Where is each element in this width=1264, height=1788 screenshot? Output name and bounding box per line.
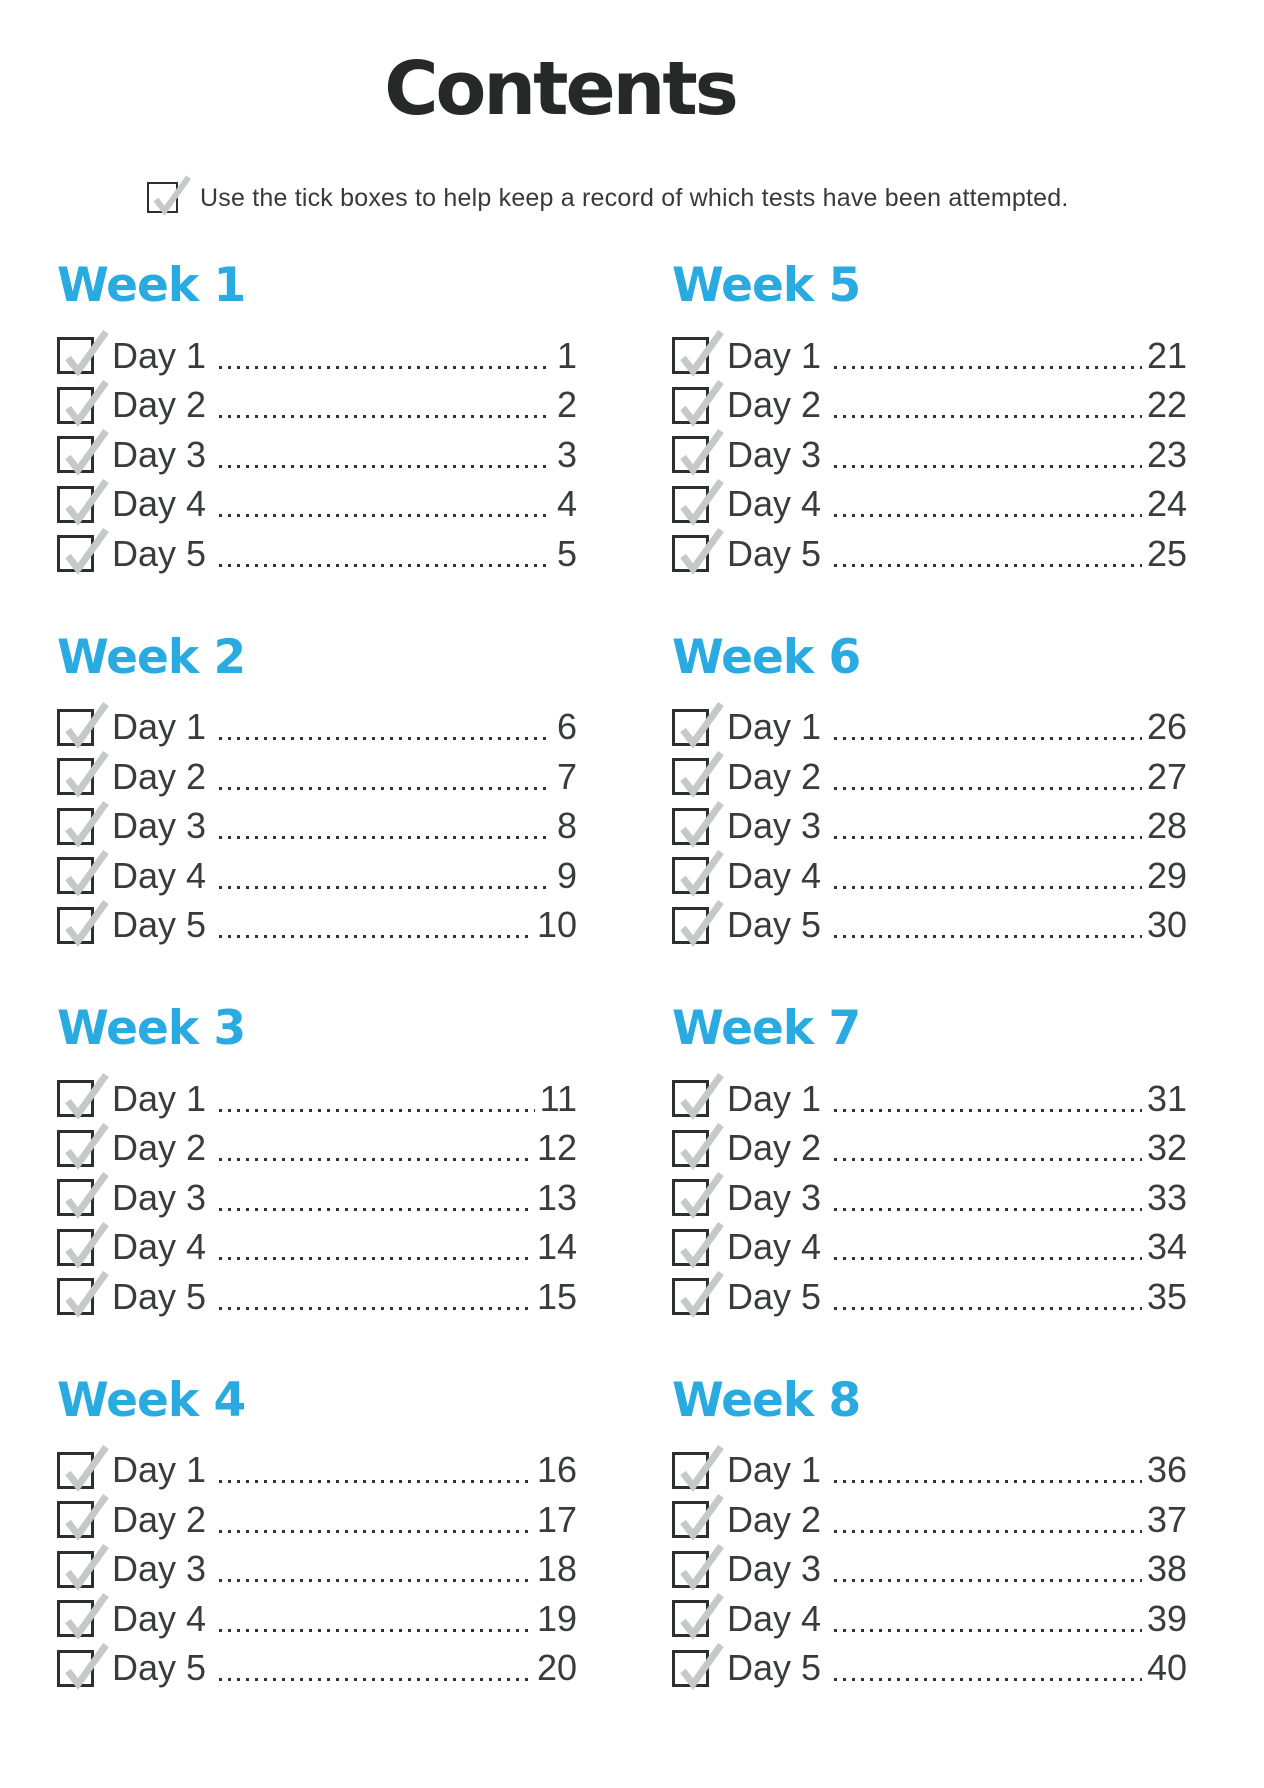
tick-icon — [61, 1118, 110, 1170]
page-number: 12 — [536, 1127, 577, 1169]
day-label: Day 2 — [112, 1127, 207, 1169]
day-row — [57, 1495, 577, 1545]
day-label: Day 3 — [112, 1176, 207, 1218]
day-list — [57, 703, 577, 951]
tick-icon — [676, 845, 725, 897]
week-section — [672, 258, 1187, 579]
dotted-leader — [219, 514, 552, 517]
dotted-leader — [219, 1678, 532, 1681]
day-list — [672, 331, 1187, 579]
dotted-leader — [219, 836, 552, 839]
page-number: 20 — [536, 1647, 577, 1689]
tick-icon — [61, 1539, 110, 1591]
dotted-leader — [219, 1530, 532, 1533]
dotted-leader — [219, 787, 552, 790]
tick-icon — [61, 1167, 110, 1219]
page-number: 32 — [1146, 1127, 1187, 1169]
page-number: 1 — [556, 334, 577, 376]
tick-icon — [676, 1588, 725, 1640]
week-section — [57, 629, 577, 951]
day-label: Day 1 — [112, 1077, 207, 1119]
day-label: Day 5 — [727, 1647, 822, 1689]
page-number: 14 — [536, 1226, 577, 1268]
page-number: 9 — [556, 854, 577, 896]
page-number: 25 — [1146, 532, 1187, 574]
dotted-leader — [834, 935, 1142, 938]
dotted-leader — [834, 1158, 1142, 1161]
day-checkbox[interactable] — [57, 907, 94, 944]
tick-icon — [61, 895, 110, 947]
day-label: Day 4 — [727, 854, 822, 896]
day-label: Day 4 — [112, 483, 207, 525]
day-label: Day 1 — [727, 334, 822, 376]
day-row — [672, 1495, 1187, 1545]
day-label: Day 2 — [727, 755, 822, 797]
day-row — [672, 1446, 1187, 1496]
dotted-leader — [834, 1530, 1142, 1533]
dotted-leader — [219, 935, 532, 938]
dotted-leader — [219, 1158, 532, 1161]
day-row — [57, 430, 577, 480]
day-list — [57, 1074, 577, 1322]
day-label: Day 5 — [727, 1275, 822, 1317]
tick-icon — [61, 697, 110, 749]
day-label: Day 3 — [727, 1176, 822, 1218]
tick-icon — [676, 796, 725, 848]
day-row — [57, 901, 577, 951]
day-label: Day 2 — [727, 1498, 822, 1540]
day-row — [672, 1644, 1187, 1694]
day-checkbox[interactable] — [672, 1080, 709, 1117]
dotted-leader — [219, 886, 552, 889]
day-row — [672, 1223, 1187, 1273]
day-checkbox[interactable] — [57, 535, 94, 572]
day-label: Day 1 — [727, 1077, 822, 1119]
day-row — [672, 1545, 1187, 1595]
tick-icon — [61, 1217, 110, 1269]
dotted-leader — [219, 1257, 532, 1260]
page-number: 8 — [556, 805, 577, 847]
dotted-leader — [219, 564, 552, 567]
tick-icon — [676, 1068, 725, 1120]
dotted-leader — [219, 1208, 532, 1211]
day-checkbox[interactable] — [57, 387, 94, 424]
day-checkbox[interactable] — [672, 1600, 709, 1637]
day-row — [57, 752, 577, 802]
week-heading: Week 1 — [57, 258, 246, 313]
tick-icon — [61, 424, 110, 476]
tick-icon — [676, 375, 725, 427]
day-label: Day 2 — [112, 755, 207, 797]
day-checkbox[interactable] — [672, 387, 709, 424]
day-checkbox[interactable] — [57, 1080, 94, 1117]
tick-icon — [676, 1539, 725, 1591]
day-checkbox[interactable] — [57, 436, 94, 473]
page-number: 31 — [1146, 1077, 1187, 1119]
dotted-leader — [219, 366, 552, 369]
day-row — [672, 529, 1187, 579]
day-checkbox[interactable] — [57, 1600, 94, 1637]
day-row — [672, 1173, 1187, 1223]
page-number: 30 — [1146, 904, 1187, 946]
page-number: 35 — [1146, 1275, 1187, 1317]
day-label: Day 4 — [727, 483, 822, 525]
tick-icon — [676, 1167, 725, 1219]
dotted-leader — [834, 1579, 1142, 1582]
day-row — [57, 1545, 577, 1595]
day-label: Day 1 — [727, 706, 822, 748]
dotted-leader — [219, 415, 552, 418]
day-list — [57, 1446, 577, 1694]
day-label: Day 3 — [112, 433, 207, 475]
page-number: 27 — [1146, 755, 1187, 797]
day-label: Day 4 — [727, 1597, 822, 1639]
tick-icon — [61, 1068, 110, 1120]
day-label: Day 2 — [727, 1127, 822, 1169]
week-heading: Week 5 — [672, 258, 861, 313]
page-number: 6 — [556, 706, 577, 748]
day-list — [672, 1446, 1187, 1694]
day-label: Day 1 — [112, 334, 207, 376]
day-label: Day 3 — [112, 1548, 207, 1590]
day-checkbox[interactable] — [672, 709, 709, 746]
page-number: 2 — [556, 384, 577, 426]
dotted-leader — [219, 1480, 532, 1483]
week-heading: Week 8 — [672, 1372, 861, 1428]
day-row — [57, 1272, 577, 1322]
day-label: Day 3 — [727, 433, 822, 475]
day-checkbox[interactable] — [57, 337, 94, 374]
tick-icon — [61, 1638, 110, 1690]
dotted-leader — [834, 366, 1142, 369]
tick-icon — [61, 1588, 110, 1640]
day-checkbox[interactable] — [672, 1130, 709, 1167]
day-label: Day 2 — [112, 384, 207, 426]
page-number: 15 — [536, 1275, 577, 1317]
tick-icon — [61, 1489, 110, 1541]
day-row — [672, 480, 1187, 530]
day-label: Day 4 — [727, 1226, 822, 1268]
day-row — [672, 901, 1187, 951]
day-row — [57, 1074, 577, 1124]
page-title: Contents — [384, 46, 736, 132]
dotted-leader — [834, 1629, 1142, 1632]
day-checkbox[interactable] — [57, 1650, 94, 1687]
day-row — [672, 381, 1187, 431]
dotted-leader — [219, 1307, 532, 1310]
day-checkbox[interactable] — [57, 808, 94, 845]
day-label: Day 4 — [112, 854, 207, 896]
day-checkbox[interactable] — [57, 758, 94, 795]
day-checkbox[interactable] — [672, 907, 709, 944]
dotted-leader — [834, 836, 1142, 839]
day-label: Day 1 — [112, 1449, 207, 1491]
day-label: Day 5 — [112, 1647, 207, 1689]
page-number: 17 — [536, 1498, 577, 1540]
tick-icon — [61, 523, 110, 575]
page-number: 34 — [1146, 1226, 1187, 1268]
day-checkbox[interactable] — [672, 1452, 709, 1489]
page-number: 39 — [1146, 1597, 1187, 1639]
dotted-leader — [834, 737, 1142, 740]
page-number: 19 — [536, 1597, 577, 1639]
day-label: Day 3 — [112, 805, 207, 847]
week-heading: Week 7 — [672, 1001, 861, 1056]
week-heading: Week 2 — [57, 629, 246, 685]
tick-icon — [676, 895, 725, 947]
instruction-text: Use the tick boxes to help keep a record of which tests have been attempted. — [200, 184, 1069, 212]
dotted-leader — [834, 1109, 1142, 1112]
dotted-leader — [834, 787, 1142, 790]
week-section — [57, 258, 577, 579]
day-label: Day 5 — [112, 904, 207, 946]
tick-icon — [676, 1118, 725, 1170]
dotted-leader — [219, 1109, 535, 1112]
day-checkbox[interactable] — [57, 1551, 94, 1588]
day-row — [57, 1594, 577, 1644]
day-checkbox[interactable] — [672, 486, 709, 523]
day-row — [672, 430, 1187, 480]
day-row — [672, 802, 1187, 852]
dotted-leader — [834, 1480, 1142, 1483]
instruction-row — [147, 182, 1068, 213]
tick-icon — [676, 1489, 725, 1541]
day-checkbox[interactable] — [672, 857, 709, 894]
page-number: 5 — [556, 532, 577, 574]
tick-icon — [150, 171, 192, 216]
page-number: 33 — [1146, 1176, 1187, 1218]
dotted-leader — [834, 514, 1142, 517]
day-checkbox[interactable] — [672, 1650, 709, 1687]
week-section — [57, 1001, 577, 1322]
day-list — [672, 1074, 1187, 1322]
week-heading: Week 3 — [57, 1001, 246, 1056]
page-number: 28 — [1146, 805, 1187, 847]
day-checkbox[interactable] — [672, 1229, 709, 1266]
day-row — [57, 1124, 577, 1174]
day-row — [57, 703, 577, 753]
day-row — [672, 752, 1187, 802]
day-label: Day 3 — [727, 805, 822, 847]
day-row — [57, 851, 577, 901]
dotted-leader — [834, 1208, 1142, 1211]
day-label: Day 5 — [727, 532, 822, 574]
page-number: 38 — [1146, 1548, 1187, 1590]
day-row — [672, 1074, 1187, 1124]
day-checkbox[interactable] — [57, 486, 94, 523]
page-number: 23 — [1146, 433, 1187, 475]
week-section — [672, 1372, 1187, 1694]
page-number: 11 — [539, 1077, 577, 1119]
tick-icon — [676, 325, 725, 377]
dotted-leader — [219, 465, 552, 468]
day-row — [57, 529, 577, 579]
day-checkbox[interactable] — [57, 1452, 94, 1489]
tick-icon — [61, 1440, 110, 1492]
day-label: Day 5 — [112, 1275, 207, 1317]
tick-icon — [676, 474, 725, 526]
dotted-leader — [834, 1257, 1142, 1260]
day-row — [57, 802, 577, 852]
tick-icon — [676, 424, 725, 476]
day-row — [672, 703, 1187, 753]
day-checkbox[interactable] — [57, 1179, 94, 1216]
page-number: 16 — [536, 1449, 577, 1491]
page-number: 4 — [556, 483, 577, 525]
page-number: 10 — [536, 904, 577, 946]
day-row — [57, 381, 577, 431]
day-row — [672, 851, 1187, 901]
page-number: 29 — [1146, 854, 1187, 896]
day-label: Day 1 — [727, 1449, 822, 1491]
dotted-leader — [219, 1629, 532, 1632]
tick-icon — [61, 796, 110, 848]
weeks-grid — [57, 258, 1187, 1693]
day-row — [672, 1124, 1187, 1174]
tick-icon — [61, 1266, 110, 1318]
day-label: Day 5 — [727, 904, 822, 946]
day-checkbox[interactable] — [672, 758, 709, 795]
day-row — [57, 1446, 577, 1496]
day-label: Day 4 — [112, 1597, 207, 1639]
day-row — [57, 1173, 577, 1223]
dotted-leader — [219, 737, 552, 740]
page-number: 36 — [1146, 1449, 1187, 1491]
dotted-leader — [834, 564, 1142, 567]
tick-icon — [676, 1217, 725, 1269]
day-checkbox[interactable] — [57, 1229, 94, 1266]
day-label: Day 5 — [112, 532, 207, 574]
tick-icon — [676, 746, 725, 798]
page-number: 37 — [1146, 1498, 1187, 1540]
day-list — [57, 331, 577, 579]
day-list — [672, 703, 1187, 951]
page-number: 40 — [1146, 1647, 1187, 1689]
tick-icon — [676, 1266, 725, 1318]
tick-icon — [676, 1440, 725, 1492]
tick-icon — [61, 746, 110, 798]
page-number: 7 — [556, 755, 577, 797]
day-checkbox[interactable] — [672, 1501, 709, 1538]
week-heading: Week 6 — [672, 629, 861, 685]
day-checkbox[interactable] — [672, 1278, 709, 1315]
day-row — [672, 1272, 1187, 1322]
day-row — [57, 331, 577, 381]
day-checkbox[interactable] — [672, 1179, 709, 1216]
day-checkbox[interactable] — [672, 436, 709, 473]
day-checkbox[interactable] — [57, 1278, 94, 1315]
day-checkbox[interactable] — [57, 1501, 94, 1538]
page-number: 3 — [556, 433, 577, 475]
day-checkbox[interactable] — [57, 709, 94, 746]
page-number: 26 — [1146, 706, 1187, 748]
week-section — [672, 1001, 1187, 1322]
tick-icon — [61, 845, 110, 897]
dotted-leader — [834, 1678, 1142, 1681]
tick-icon — [676, 697, 725, 749]
tick-icon — [61, 375, 110, 427]
week-section — [672, 629, 1187, 951]
day-checkbox[interactable] — [672, 535, 709, 572]
instruction-checkbox[interactable] — [147, 182, 178, 213]
tick-icon — [676, 1638, 725, 1690]
day-row — [672, 331, 1187, 381]
day-row — [672, 1594, 1187, 1644]
day-row — [57, 1223, 577, 1273]
tick-icon — [61, 325, 110, 377]
dotted-leader — [834, 1307, 1142, 1310]
page-number: 24 — [1146, 483, 1187, 525]
day-row — [57, 480, 577, 530]
day-label: Day 1 — [112, 706, 207, 748]
day-label: Day 2 — [112, 1498, 207, 1540]
page-number: 13 — [536, 1176, 577, 1218]
dotted-leader — [834, 415, 1142, 418]
page-number: 18 — [536, 1548, 577, 1590]
day-label: Day 3 — [727, 1548, 822, 1590]
dotted-leader — [834, 886, 1142, 889]
week-heading: Week 4 — [57, 1372, 246, 1428]
day-label: Day 2 — [727, 384, 822, 426]
week-section — [57, 1372, 577, 1694]
page-number: 22 — [1146, 384, 1187, 426]
day-checkbox[interactable] — [672, 337, 709, 374]
tick-icon — [61, 474, 110, 526]
day-label: Day 4 — [112, 1226, 207, 1268]
day-row — [57, 1644, 577, 1694]
day-checkbox[interactable] — [57, 857, 94, 894]
page-number: 21 — [1146, 334, 1187, 376]
dotted-leader — [219, 1579, 532, 1582]
tick-icon — [676, 523, 725, 575]
dotted-leader — [834, 465, 1142, 468]
day-checkbox[interactable] — [672, 1551, 709, 1588]
day-checkbox[interactable] — [57, 1130, 94, 1167]
day-checkbox[interactable] — [672, 808, 709, 845]
